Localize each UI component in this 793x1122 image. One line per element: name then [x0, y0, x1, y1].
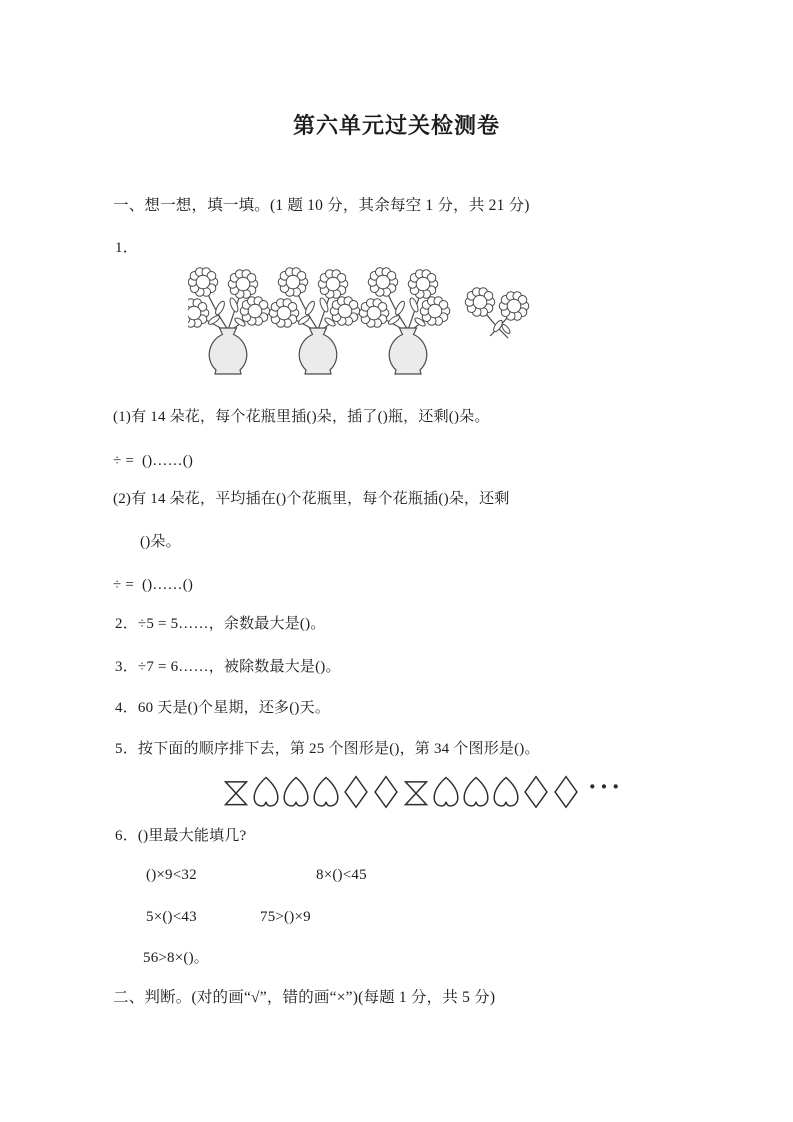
flower-vase [359, 268, 450, 374]
loose-flowers [465, 288, 529, 338]
pattern-shape-heart-icon [282, 774, 310, 809]
question-1-part2-line2: ()朵。 [140, 534, 181, 550]
pattern-shape-diamond-icon [372, 774, 400, 809]
pattern-ellipsis: ··· [588, 772, 624, 801]
question-2: 2．÷5 = 5……，余数最大是()。 [115, 616, 326, 632]
pattern-shape-hourglass-icon [402, 774, 430, 809]
shape-pattern-row [222, 771, 623, 811]
question-6-expression-3: 5×()<43 [146, 909, 197, 925]
question-1-part1: (1)有 14 朵花，每个花瓶里插()朵，插了()瓶，还剩()朵。 [113, 409, 490, 425]
flower-vases-illustration [188, 262, 548, 377]
question-4: 4．60 天是()个星期，还多()天。 [115, 700, 331, 716]
question-1-formula2: ÷ = ()……() [113, 577, 194, 593]
pattern-shape-heart-icon [432, 774, 460, 809]
pattern-shape-diamond-icon [342, 774, 370, 809]
page-title: 第六单元过关检测卷 [292, 113, 500, 138]
pattern-shape-hourglass-icon [222, 774, 250, 809]
question-5: 5．按下面的顺序排下去，第 25 个图形是()，第 34 个图形是()。 [115, 741, 540, 757]
question-6-expression-5: 56>8×()。 [143, 950, 210, 966]
shape-pattern-sequence [222, 774, 582, 809]
section-one-heading: 一、想一想，填一填。(1 题 10 分，其余每空 1 分，共 21 分) [113, 197, 530, 214]
flower-vase [188, 268, 270, 374]
section-two-heading: 二、判断。(对的画“√”，错的画“×”)(每题 1 分，共 5 分) [113, 989, 496, 1006]
question-3: 3．÷7 = 6……，被除数最大是()。 [115, 659, 341, 675]
question-1-formula1: ÷ = ()……() [113, 453, 194, 469]
pattern-shape-diamond-icon [552, 774, 580, 809]
pattern-shape-diamond-icon [522, 774, 550, 809]
flower-vase [269, 268, 360, 374]
pattern-shape-heart-icon [492, 774, 520, 809]
question-6-expression-1: ()×9<32 [146, 867, 197, 883]
question-6-expression-2: 8×()<45 [316, 867, 367, 883]
pattern-shape-heart-icon [252, 774, 280, 809]
question-6-prompt: 6．()里最大能填几? [115, 828, 247, 844]
question-1-number: 1． [115, 240, 138, 256]
pattern-shape-heart-icon [462, 774, 490, 809]
pattern-shape-heart-icon [312, 774, 340, 809]
question-6-expression-4: 75>()×9 [260, 909, 311, 925]
question-1-part2-line1: (2)有 14 朵花，平均插在()个花瓶里，每个花瓶插()朵，还剩 [113, 491, 510, 507]
